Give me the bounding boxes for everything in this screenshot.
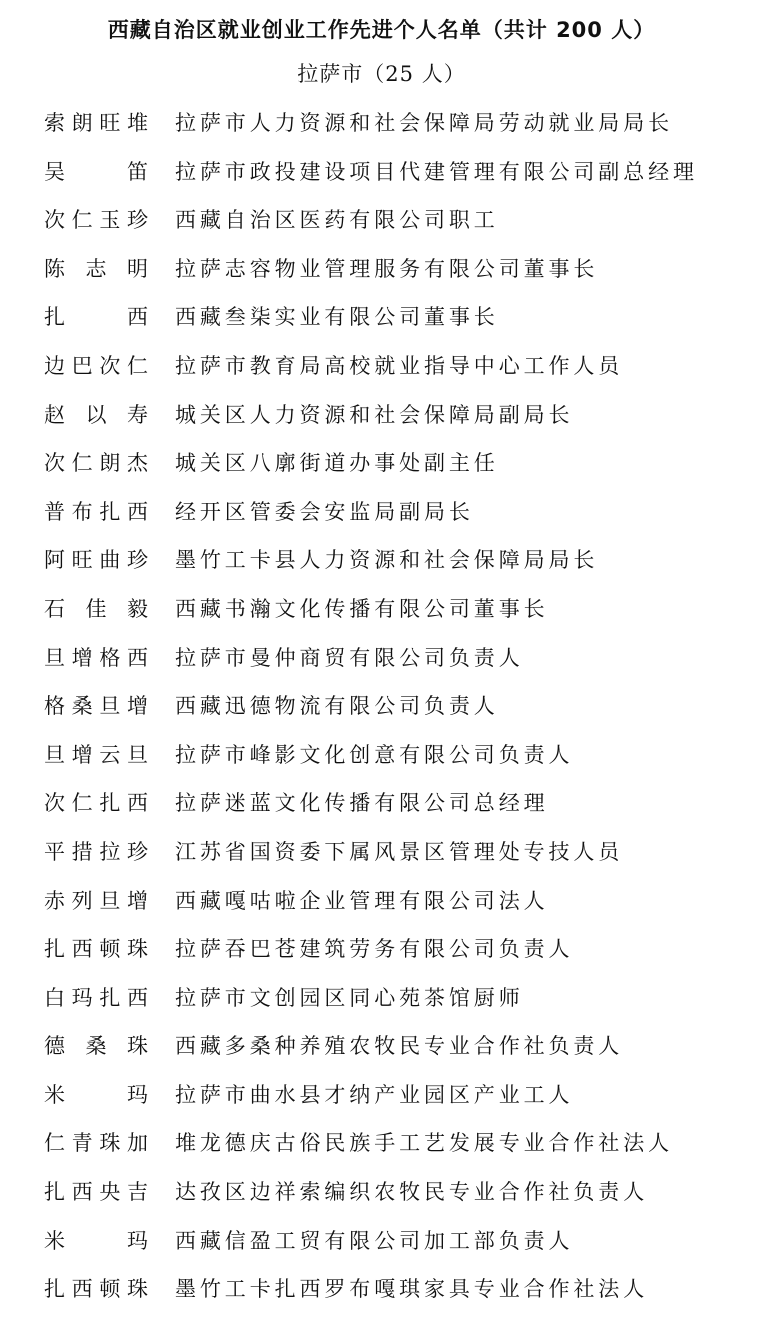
person-affiliation: 西藏自治区医药有限公司职工	[175, 208, 499, 233]
list-item	[0, 639, 763, 688]
list-item	[0, 1222, 763, 1271]
list-item	[0, 1270, 763, 1319]
person-affiliation: 西藏嘎咕啦企业管理有限公司法人	[175, 888, 549, 913]
person-affiliation: 堆龙德庆古俗民族手工艺发展专业合作社法人	[175, 1131, 673, 1156]
list-item	[0, 979, 763, 1028]
list-item	[0, 541, 763, 590]
person-name: 陈 志 明	[44, 256, 148, 281]
person-name: 边巴次仁	[44, 353, 148, 378]
person-name: 米 玛	[44, 1082, 148, 1107]
person-name: 平措拉珍	[44, 839, 148, 864]
list-item	[0, 687, 763, 736]
person-affiliation: 城关区人力资源和社会保障局副局长	[175, 402, 574, 427]
person-affiliation: 城关区八廓街道办事处副主任	[175, 451, 499, 476]
person-name: 扎 西	[44, 305, 148, 330]
person-name: 次仁玉珍	[44, 208, 148, 233]
person-name: 格桑旦增	[44, 694, 148, 719]
person-name: 德 桑 珠	[44, 1034, 148, 1059]
person-name: 旦增云旦	[44, 742, 148, 767]
person-name: 普布扎西	[44, 499, 148, 524]
person-affiliation: 西藏书瀚文化传播有限公司董事长	[175, 596, 549, 621]
list-item	[0, 201, 763, 250]
list-item	[0, 444, 763, 493]
list-item	[0, 396, 763, 445]
person-affiliation: 拉萨吞巴苍建筑劳务有限公司负责人	[175, 937, 574, 962]
list-item	[0, 736, 763, 785]
person-affiliation: 拉萨市人力资源和社会保障局劳动就业局局长	[175, 111, 673, 135]
person-affiliation: 西藏多桑种养殖农牧民专业合作社负责人	[175, 1034, 624, 1059]
person-name: 赤列旦增	[44, 888, 148, 913]
list-item	[0, 784, 763, 833]
list-item	[0, 493, 763, 542]
entry-list	[0, 104, 763, 1319]
list-item	[0, 1124, 763, 1173]
person-affiliation: 达孜区边祥索编织农牧民专业合作社负责人	[175, 1180, 649, 1205]
person-name: 索朗旺堆	[44, 111, 148, 135]
person-affiliation: 拉萨市教育局高校就业指导中心工作人员	[175, 353, 624, 378]
person-affiliation: 墨竹工卡扎西罗布嘎琪家具专业合作社法人	[175, 1277, 649, 1302]
list-item	[0, 1173, 763, 1222]
document-title: 西藏自治区就业创业工作先进个人名单（共计 200 人）	[107, 18, 656, 42]
person-name: 旦增格西	[44, 645, 148, 670]
list-item	[0, 104, 763, 153]
list-item	[0, 930, 763, 979]
section-heading: 拉萨市（25 人）	[297, 62, 466, 86]
list-item	[0, 153, 763, 202]
person-affiliation: 西藏信盈工贸有限公司加工部负责人	[175, 1228, 574, 1253]
person-name: 赵 以 寿	[44, 402, 148, 427]
person-affiliation: 西藏叁柒实业有限公司董事长	[175, 305, 499, 330]
person-name: 仁青珠加	[44, 1131, 148, 1156]
person-name: 石 佳 毅	[44, 596, 148, 621]
person-affiliation: 拉萨市政投建设项目代建管理有限公司副总经理	[175, 159, 698, 184]
person-affiliation: 墨竹工卡县人力资源和社会保障局局长	[175, 548, 599, 573]
person-affiliation: 拉萨市文创园区同心苑茶馆厨师	[175, 985, 524, 1010]
list-item	[0, 833, 763, 882]
person-name: 吴 笛	[44, 159, 148, 184]
person-affiliation: 拉萨迷蓝文化传播有限公司总经理	[175, 791, 549, 816]
person-name: 阿旺曲珍	[44, 548, 148, 573]
list-item	[0, 347, 763, 396]
person-affiliation: 拉萨志容物业管理服务有限公司董事长	[175, 256, 599, 281]
list-item	[0, 1076, 763, 1125]
person-name: 米 玛	[44, 1228, 148, 1253]
person-affiliation: 经开区管委会安监局副局长	[175, 499, 474, 524]
person-affiliation: 江苏省国资委下属风景区管理处专技人员	[175, 839, 624, 864]
list-item	[0, 882, 763, 931]
list-item	[0, 298, 763, 347]
person-affiliation: 拉萨市曲水县才纳产业园区产业工人	[175, 1082, 574, 1107]
person-affiliation: 拉萨市曼仲商贸有限公司负责人	[175, 645, 524, 670]
person-affiliation: 西藏迅德物流有限公司负责人	[175, 694, 499, 719]
person-name: 扎西顿珠	[44, 937, 148, 962]
person-affiliation: 拉萨市峰影文化创意有限公司负责人	[175, 742, 574, 767]
person-name: 次仁扎西	[44, 791, 148, 816]
person-name: 次仁朗杰	[44, 451, 148, 476]
list-item	[0, 250, 763, 299]
person-name: 白玛扎西	[44, 985, 148, 1010]
list-item	[0, 590, 763, 639]
person-name: 扎西顿珠	[44, 1277, 148, 1302]
list-item	[0, 1027, 763, 1076]
person-name: 扎西央吉	[44, 1180, 148, 1205]
